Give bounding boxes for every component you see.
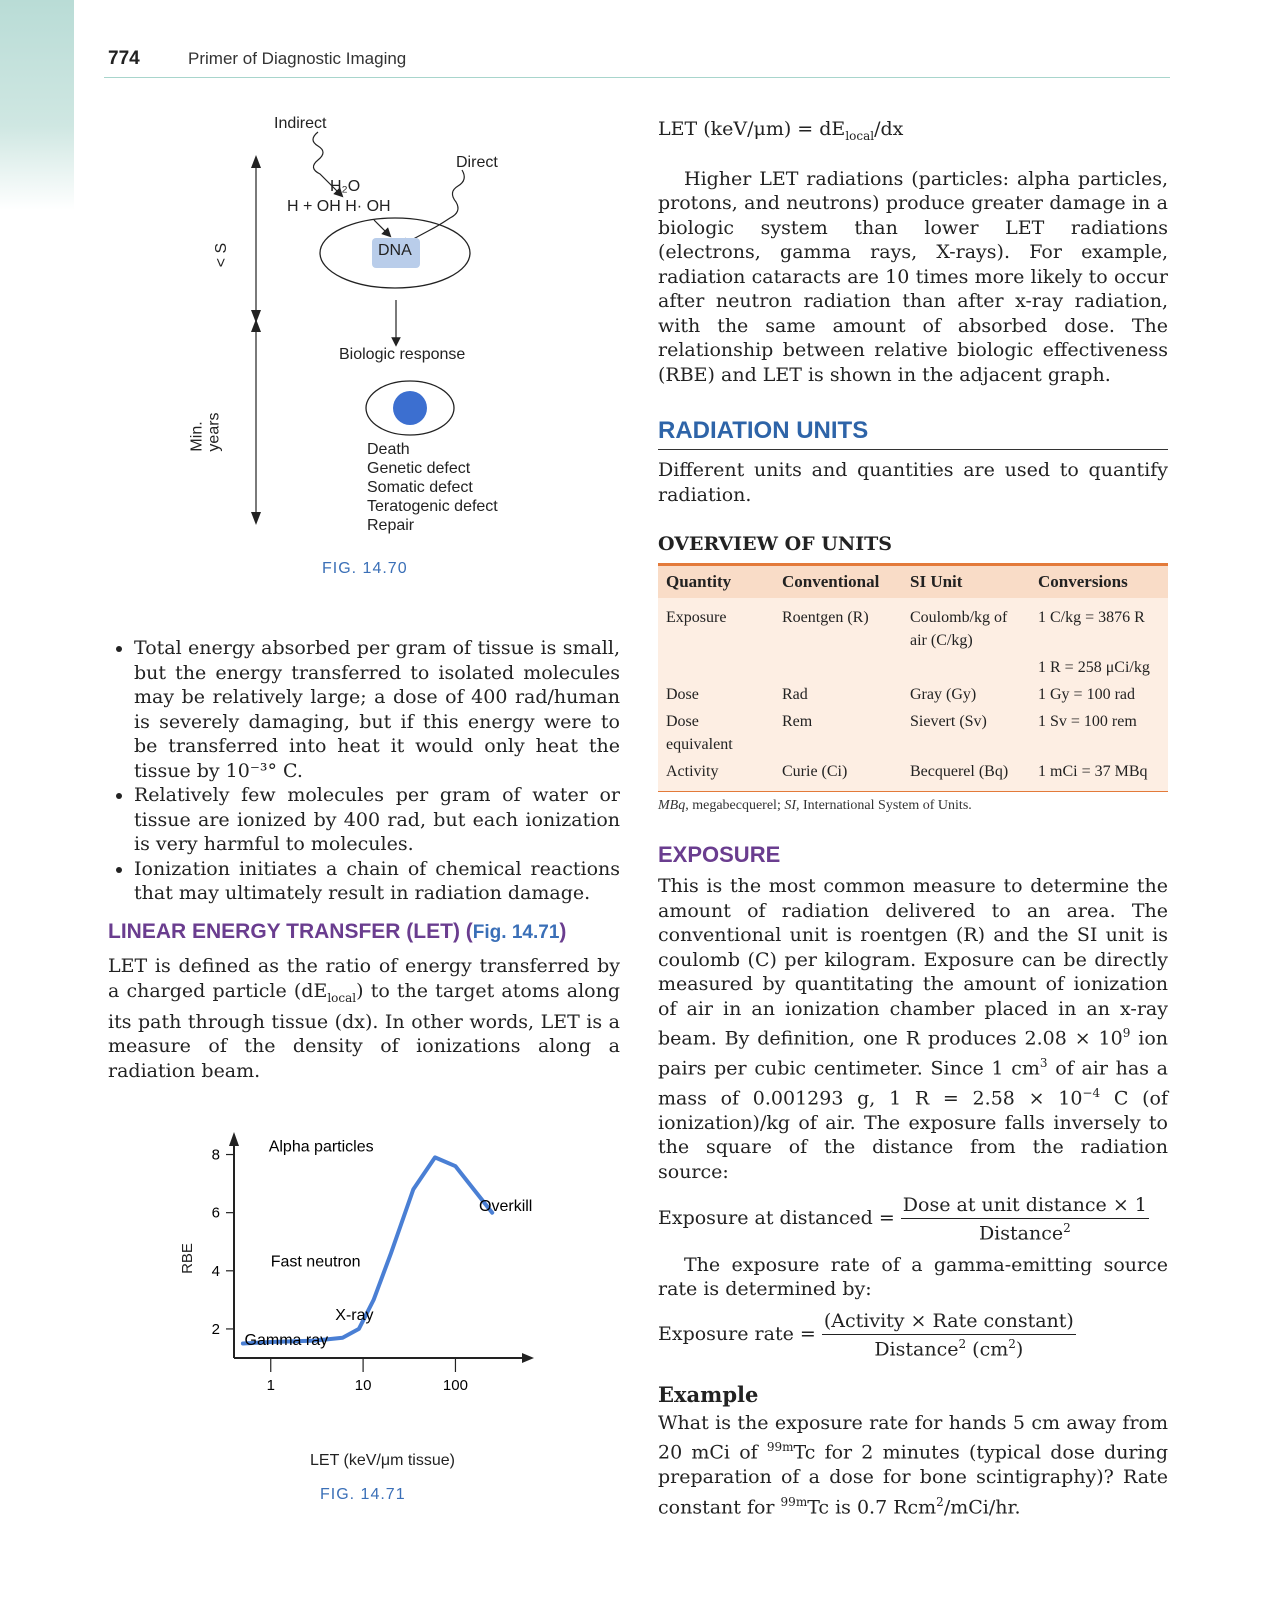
chart-annotation: Fast neutron: [270, 1253, 361, 1271]
footnote-text-2: , International System of Units.: [796, 798, 972, 814]
eq2-fraction: [822, 1310, 1076, 1360]
chart-x-label: LET (keV/μm tissue): [310, 1452, 455, 1469]
table-cell: Dose equivalent: [658, 708, 774, 758]
dna-label: DNA: [378, 242, 412, 259]
outcome-item: Somatic defect: [367, 479, 473, 496]
table-cell: Becquerel (Bq): [902, 758, 1030, 792]
example-heading: Example: [658, 1381, 759, 1407]
let-eq-left: LET (keV/μm) = dE: [658, 118, 846, 140]
eq1-den-sup: 2: [1063, 1221, 1071, 1236]
column-header: Conventional: [774, 565, 902, 599]
bullet-list: [108, 636, 620, 906]
bullet-list-block: [108, 636, 620, 906]
outcome-item: Repair: [367, 517, 415, 534]
let-equation: [658, 118, 1168, 143]
example-sup-2: 99m: [780, 1494, 808, 1509]
table-footnote: [658, 798, 1168, 814]
y-tick-label: 8: [211, 1146, 220, 1164]
let-eq-sub: local: [845, 128, 875, 143]
running-header: Primer of Diagnostic Imaging: [188, 49, 407, 68]
table-row: [658, 654, 1168, 681]
h2o-label: H₂O: [330, 178, 361, 195]
column-header: Conversions: [1030, 565, 1168, 599]
exposure-sup-3: −4: [1082, 1085, 1101, 1100]
exposure-sup-2: 3: [1039, 1056, 1048, 1071]
nucleus-dot: [393, 391, 427, 425]
table-row: [658, 681, 1168, 708]
let-para-b: ) to the target atoms along its path through tissue (dx). In other words, LET is a measure of the density of ionizations along a radiation beam.: [108, 979, 620, 1082]
column-header: SI Unit: [902, 565, 1030, 599]
eq1-numerator: Dose at unit distance × 1: [901, 1194, 1149, 1219]
table-cell: 1 C/kg = 3876 R: [1030, 598, 1168, 654]
exposure-text-d: C (of ionization)/kg of air. The exposure falls inversely to the square of the distance from the radiation source:: [658, 1087, 1168, 1183]
example-paragraph: [658, 1411, 1168, 1520]
let-para-sub: local: [327, 990, 357, 1005]
table-cell: 1 Sv = 100 rem: [1030, 708, 1168, 758]
units-table: [658, 563, 1168, 792]
y-axis-arrow: [229, 1132, 239, 1146]
table-row: [658, 708, 1168, 758]
page-number: 774: [108, 48, 140, 69]
chart-y-label: RBE: [178, 1243, 196, 1274]
example-text-c: Tc is 0.7 Rcm: [807, 1496, 937, 1519]
example-sup-3: 2: [936, 1494, 944, 1509]
y-tick-label: 4: [211, 1262, 220, 1280]
table-cell: Roentgen (R): [774, 598, 902, 654]
y-tick-label: 2: [211, 1320, 220, 1338]
table-row: [658, 758, 1168, 792]
example-text-b: Tc for 2 minutes (typical dose during preparation of a dose for bone scintigraphy)? Rate constant for: [658, 1441, 1168, 1519]
axis-label-seconds: < S: [213, 242, 231, 268]
rate-equation: [658, 1310, 1168, 1360]
let-eq-right: /dx: [874, 118, 904, 140]
figure-14-71-link[interactable]: Fig. 14.71: [472, 922, 560, 943]
list-item: • Relatively few molecules per gram of water or tissue are ionized by 400 rad, but each ionization is very harmful to molecules.: [134, 783, 620, 857]
table-row: [658, 598, 1168, 654]
outcomes-list: [367, 440, 498, 535]
table-cell: Exposure: [658, 598, 774, 654]
radicals-label: H + OH H· OH: [287, 198, 391, 215]
eq2-numerator: (Activity × Rate constant): [822, 1310, 1076, 1335]
figure-14-70: [190, 110, 630, 585]
table-cell: [774, 654, 902, 681]
exposure-equation: [658, 1194, 1168, 1244]
table-cell: [658, 654, 774, 681]
table-cell: Activity: [658, 758, 774, 792]
figure-14-70-label: FIG. 14.70: [322, 560, 408, 577]
chart-annotation: Gamma ray: [244, 1331, 329, 1349]
example-sup-1: 99m: [766, 1440, 794, 1455]
figure-14-71-label: FIG. 14.71: [320, 1486, 406, 1503]
table-cell: Rad: [774, 681, 902, 708]
let-section: [108, 920, 620, 1083]
chart-annotation: Alpha particles: [268, 1138, 374, 1156]
let-para-a: LET is defined as the ratio of energy transferred by a charged particle (dE: [108, 955, 620, 1002]
exposure-text-a: This is the most common measure to determine the amount of radiation delivered to an area. The conventional unit is roentgen (R) and the SI unit is coulomb (C) per kilogram. Exposure can be directly measured by quantitating the amount of ionization of air in an ionization chamber placed in an x-ray beam. By definition, one R produces 2.08 × 10: [658, 875, 1168, 1050]
chart-annotation: X-ray: [335, 1307, 374, 1325]
rate-paragraph: The exposure rate of a gamma-emitting source rate is determined by:: [658, 1253, 1168, 1301]
units-paragraph: Different units and quantities are used to quantify radiation.: [658, 459, 1168, 506]
indirect-label: Indirect: [274, 115, 327, 132]
table-cell: Sievert (Sv): [902, 708, 1030, 758]
exposure-paragraph: [658, 874, 1168, 1184]
eq2-den-sup2: 2: [1008, 1336, 1016, 1351]
footnote-mbq: MBq: [658, 798, 686, 814]
exposure-text-b: ion pairs per cubic centimeter. Since 1 cm: [658, 1027, 1168, 1080]
example-text-a: What is the exposure rate for hands 5 cm away from 20 mCi of: [658, 1411, 1168, 1464]
axis-label-years: [189, 412, 223, 451]
let-heading-close: ): [559, 920, 567, 943]
exposure-text-c: of air has a mass of 0.001293 g, 1 R = 2.58 × 10: [658, 1057, 1168, 1110]
exposure-heading: EXPOSURE: [658, 842, 781, 868]
table-cell: Curie (Ci): [774, 758, 902, 792]
eq2-den-text-c: ): [1015, 1337, 1024, 1360]
eq1-fraction: [901, 1194, 1149, 1244]
table-cell: [902, 654, 1030, 681]
heading-rule: [658, 449, 1168, 450]
table-cell: Dose: [658, 681, 774, 708]
table-cell: Gray (Gy): [902, 681, 1030, 708]
outcome-item: Teratogenic defect: [367, 498, 498, 515]
x-tick-label: 1: [266, 1377, 275, 1394]
x-tick-label: 10: [354, 1377, 372, 1394]
axis-label-years-word: years: [205, 412, 223, 452]
outcome-item: Death: [367, 441, 410, 458]
table-cell: Rem: [774, 708, 902, 758]
y-tick-label: 6: [211, 1204, 220, 1222]
eq2-left: Exposure rate =: [658, 1322, 816, 1345]
rbe-chart: [160, 1130, 570, 1430]
x-axis-arrow: [522, 1353, 534, 1363]
outcome-item: Genetic defect: [367, 460, 471, 477]
table-cell: 1 Gy = 100 rad: [1030, 681, 1168, 708]
corner-tab: [0, 0, 74, 210]
column-header: Quantity: [658, 565, 774, 599]
chart-annotation: Overkill: [479, 1198, 533, 1216]
axis-label-min: Min.: [188, 421, 206, 452]
right-column: [658, 118, 1168, 1520]
example-text-d: /mCi/hr.: [943, 1496, 1021, 1519]
eq1-den-text: Distance: [978, 1222, 1064, 1245]
eq2-den-text: Distance: [874, 1337, 959, 1360]
header-rule: [104, 77, 1170, 78]
eq1-left: Exposure at distanced =: [658, 1207, 895, 1230]
list-item: • Total energy absorbed per gram of tissue is small, but the energy transferred to isolated molecules may be relatively large; a dose of 400 rad/human is severely damaging, but if this energy were to be transferred into heat it would only heat the tissue by 10⁻³° C.: [134, 636, 620, 783]
figure-14-71: [160, 1130, 570, 1510]
eq2-den-sup: 2: [958, 1336, 967, 1351]
eq2-den-text-b: (cm: [966, 1337, 1009, 1360]
footnote-si: SI: [784, 798, 797, 814]
let-paragraph: Higher LET radiations (particles: alpha particles, protons, and neutrons) produce greater damage in a biologic system than lower LET radiations (electrons, gamma rays, X-rays). For example, radiation cataracts are 10 times more likely to occur after neutron radiation than after x-ray radiation, with the same amount of absorbed dose. The relationship between relative biologic effectiveness (RBE) and LET is shown in the adjacent graph.: [658, 167, 1168, 386]
eq1-denominator: [901, 1219, 1149, 1244]
list-item: • Ionization initiates a chain of chemical reactions that may ultimately result in radiation damage.: [134, 857, 620, 906]
footnote-text-1: , megabecquerel;: [685, 798, 785, 814]
let-heading: [108, 920, 620, 944]
table-cell: 1 mCi = 37 MBq: [1030, 758, 1168, 792]
eq2-denominator: [822, 1335, 1076, 1360]
biologic-response-label: Biologic response: [339, 346, 466, 363]
let-definition-paragraph: [108, 954, 620, 1083]
exposure-sup-1: 9: [1122, 1026, 1131, 1041]
radiation-units-heading: RADIATION UNITS: [658, 417, 869, 445]
table-cell: Coulomb/kg of air (C/kg): [902, 598, 1030, 654]
direct-arrow: [404, 170, 464, 244]
direct-label: Direct: [456, 154, 498, 171]
table-cell: 1 R = 258 μCi/kg: [1030, 654, 1168, 681]
overview-heading: OVERVIEW OF UNITS: [658, 533, 892, 556]
let-heading-text: LINEAR ENERGY TRANSFER (LET) (: [108, 920, 473, 943]
table-header-row: [658, 565, 1168, 599]
x-tick-label: 100: [442, 1377, 468, 1394]
